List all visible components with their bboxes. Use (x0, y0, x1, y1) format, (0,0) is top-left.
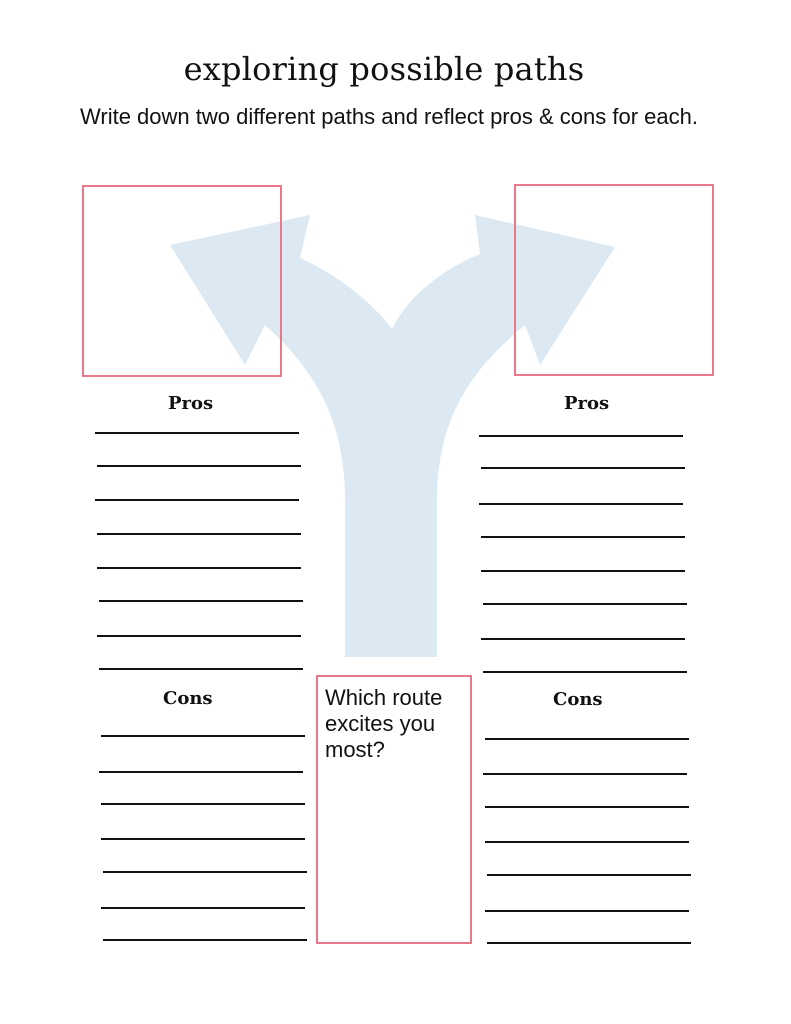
left-pros-line[interactable] (97, 635, 301, 637)
left-cons-line[interactable] (101, 907, 305, 909)
right-pros-line[interactable] (481, 536, 685, 538)
right-cons-line[interactable] (485, 910, 689, 912)
right-path-box[interactable] (514, 184, 714, 376)
right-cons-line[interactable] (485, 738, 689, 740)
left-cons-heading: Cons (163, 688, 213, 709)
page-title: exploring possible paths (183, 50, 585, 88)
right-pros-line[interactable] (483, 671, 687, 673)
left-pros-line[interactable] (99, 668, 303, 670)
right-cons-line[interactable] (487, 874, 691, 876)
right-cons-line[interactable] (485, 841, 689, 843)
left-cons-line[interactable] (101, 838, 305, 840)
right-pros-line[interactable] (479, 503, 683, 505)
left-pros-line[interactable] (99, 600, 303, 602)
reflection-prompt: Which route excites you most? (325, 685, 443, 762)
left-cons-line[interactable] (103, 939, 307, 941)
right-pros-line[interactable] (481, 467, 685, 469)
right-cons-line[interactable] (485, 806, 689, 808)
right-cons-line[interactable] (483, 773, 687, 775)
left-cons-line[interactable] (101, 803, 305, 805)
left-cons-line[interactable] (101, 735, 305, 737)
right-pros-heading: Pros (564, 393, 610, 414)
left-pros-line[interactable] (95, 432, 299, 434)
left-path-box[interactable] (82, 185, 282, 377)
left-cons-line[interactable] (103, 871, 307, 873)
left-pros-line[interactable] (97, 533, 301, 535)
right-cons-heading: Cons (553, 689, 603, 710)
right-pros-line[interactable] (481, 638, 685, 640)
left-pros-heading: Pros (168, 393, 214, 414)
right-cons-line[interactable] (487, 942, 691, 944)
left-pros-line[interactable] (97, 567, 301, 569)
instructions-text: Write down two different paths and reflect pros & cons for each. (80, 104, 698, 129)
right-pros-line[interactable] (483, 603, 687, 605)
right-pros-line[interactable] (479, 435, 683, 437)
left-pros-line[interactable] (97, 465, 301, 467)
left-pros-line[interactable] (95, 499, 299, 501)
right-pros-line[interactable] (481, 570, 685, 572)
left-cons-line[interactable] (99, 771, 303, 773)
